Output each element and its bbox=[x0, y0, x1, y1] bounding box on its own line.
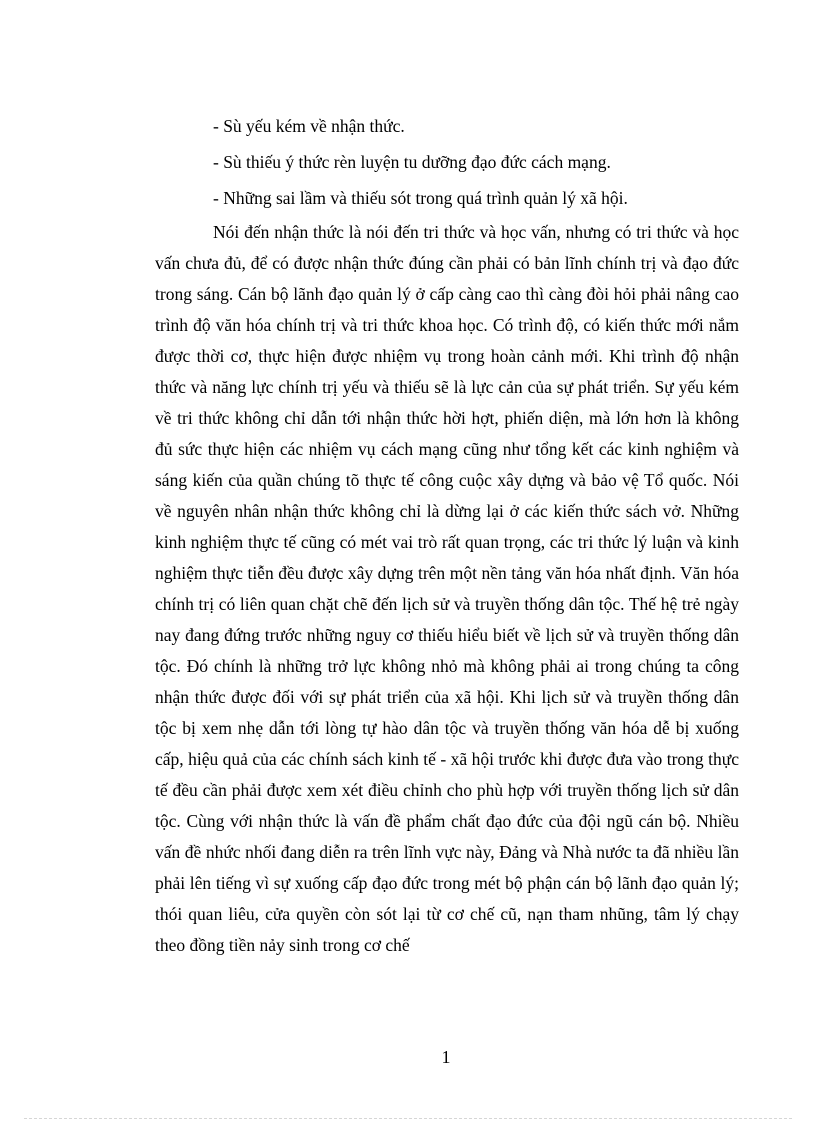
page-number: 1 bbox=[441, 1047, 451, 1067]
bullet-list bbox=[213, 108, 753, 216]
bullet-item: - Sù thiếu ý thức rèn luyện tu dưỡng đạo đức cách mạng. bbox=[213, 152, 611, 172]
bullet-item: - Sù yếu kém về nhận thức. bbox=[213, 116, 405, 136]
body-text bbox=[155, 217, 739, 961]
page-bottom-border bbox=[24, 1118, 792, 1119]
body-paragraph: Nói đến nhận thức là nói đến tri thức và học vấn, nhưng có tri thức và học vấn chưa đủ, để có được nhận thức đúng cần phải có bản lĩnh chính trị và đạo đức trong sáng. Cán bộ lãnh đạo quản lý ở cấp càng cao thì càng đòi hỏi phải nâng cao trình độ văn hóa chính trị và tri thức khoa học. Có trình độ, có kiến thức mới nắm được thời cơ, thực hiện được nhiệm vụ trong hoàn cảnh mới. Khi trình độ nhận thức và năng lực chính trị yếu và thiếu sẽ là lực cản của sự phát triển. Sự yếu kém về tri thức không chỉ dẫn tới nhận thức hời hợt, phiến diện, mà lớn hơn là không đủ sức thực hiện các nhiệm vụ cách mạng cũng như tổng kết các kinh nghiệm và sáng kiến của quần chúng tõ thực tế công cuộc xây dựng và bảo vệ Tổ quốc. Nói về nguyên nhân nhận thức không chỉ là dừng lại ở các kiến thức sách vở. Những kinh nghiệm thực tế cũng có mét vai trò rất quan trọng, các tri thức lý luận và kinh nghiệm thực tiễn đều được xây dựng trên một nền tảng văn hóa nhất định. Văn hóa chính trị có liên quan chặt chẽ đến lịch sử và truyền thống dân tộc. Thế hệ trẻ ngày nay đang đứng trước những nguy cơ thiếu hiểu biết về lịch sử và truyền thống dân tộc. Đó chính là những trở lực không nhỏ mà không phải ai trong chúng ta công nhận thức được đối với sự phát triển của xã hội. Khi lịch sử và truyền thống dân tộc bị xem nhẹ dẫn tới lòng tự hào dân tộc và truyền thống văn hóa dễ bị xuống cấp, hiệu quả của các chính sách kinh tế - xã hội trước khi được đưa vào trong thực tế đều cần phải được xem xét điều chỉnh cho phù hợp với truyền thống lịch sử dân tộc. Cùng với nhận thức là vấn đề phẩm chất đạo đức của đội ngũ cán bộ. Nhiều vấn đề nhức nhối đang diễn ra trên lĩnh vực này, Đảng và Nhà nước ta đã nhiều lần phải lên tiếng vì sự xuống cấp đạo đức trong mét bộ phận cán bộ lãnh đạo quản lý; thói quan liêu, cửa quyền còn sót lại từ cơ chế cũ, nạn tham nhũng, tâm lý chạy theo đồng tiền nảy sinh trong cơ chế bbox=[155, 222, 739, 955]
bullet-item: - Những sai lầm và thiếu sót trong quá trình quản lý xã hội. bbox=[213, 188, 628, 208]
